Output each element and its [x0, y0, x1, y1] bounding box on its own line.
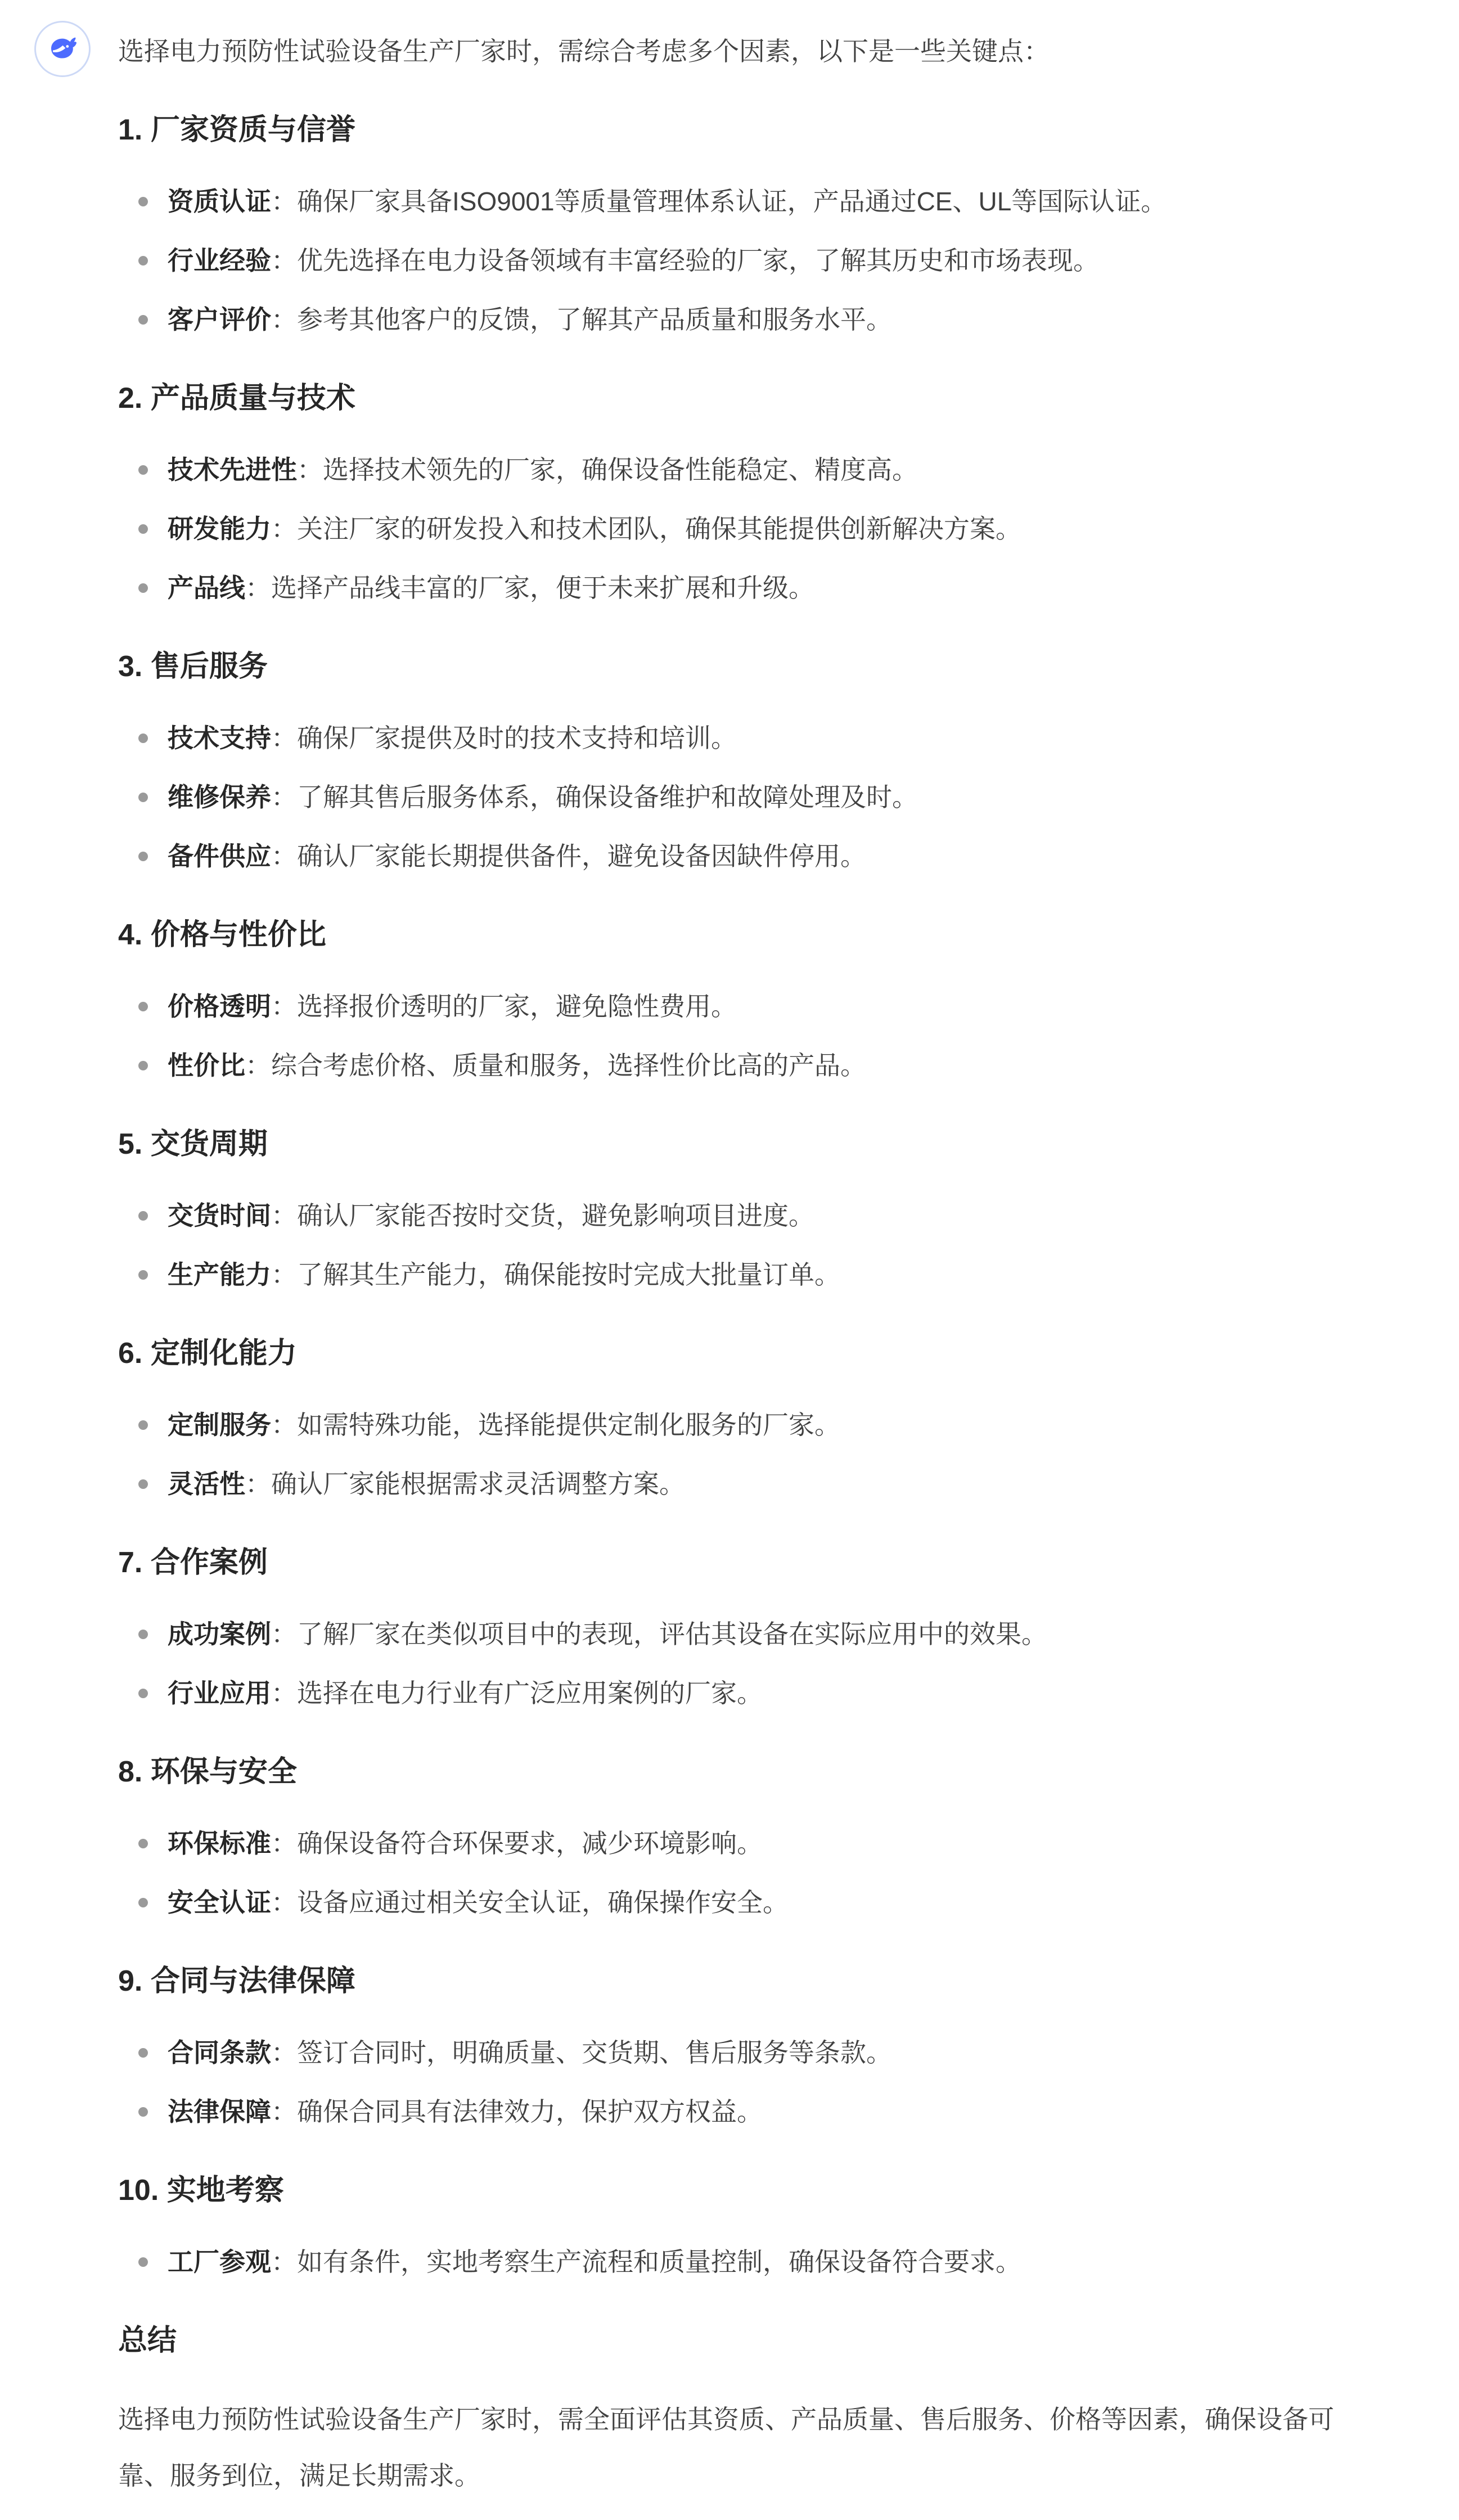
section-list — [118, 986, 1347, 1087]
section-heading: 7. 合作案例 — [118, 1546, 268, 1579]
bullet-label: 技术先进性 — [168, 455, 297, 484]
answer-sections — [118, 107, 1347, 2283]
bullet-desc: ：选择技术领先的厂家，确保设备性能稳定、精度高。 — [297, 455, 918, 484]
bullet-label: 技术支持 — [168, 723, 271, 753]
list-item — [118, 508, 1347, 550]
section-heading: 8. 环保与安全 — [118, 1756, 297, 1788]
bullet-label: 工厂参观 — [168, 2247, 271, 2276]
summary-heading: 总结 — [118, 2324, 177, 2357]
bullet-label: 行业应用 — [168, 1678, 271, 1708]
section-list — [118, 1404, 1347, 1505]
bullet-desc: ：确认厂家能否按时交货，避免影响项目进度。 — [271, 1201, 814, 1230]
bullet-desc: ：选择在电力行业有广泛应用案例的厂家。 — [271, 1678, 763, 1708]
bullet-label: 性价比 — [168, 1051, 245, 1080]
bullet-label: 研发能力 — [168, 514, 271, 543]
bullet-desc: ：确保厂家提供及时的技术支持和培训。 — [271, 723, 737, 753]
list-item — [118, 449, 1347, 491]
bullet-desc: ：优先选择在电力设备领域有丰富经验的厂家，了解其历史和市场表现。 — [271, 246, 1099, 275]
bullet-desc: ：关注厂家的研发投入和技术团队，确保其能提供创新解决方案。 — [271, 514, 1021, 543]
bullet-label: 产品线 — [168, 573, 245, 602]
bullet-label: 环保标准 — [168, 1829, 271, 1858]
list-item — [118, 181, 1347, 223]
section-list — [118, 1822, 1347, 1924]
bullet-desc: ：参考其他客户的反馈，了解其产品质量和服务水平。 — [271, 305, 892, 334]
section-heading: 10. 实地考察 — [118, 2174, 284, 2207]
list-item — [118, 776, 1347, 818]
list-item — [118, 1045, 1347, 1087]
bullet-label: 生产能力 — [168, 1260, 271, 1289]
bullet-label: 行业经验 — [168, 246, 271, 275]
section-list — [118, 717, 1347, 878]
section-heading: 3. 售后服务 — [118, 650, 268, 683]
list-item — [118, 240, 1347, 282]
list-item — [118, 1613, 1347, 1655]
bullet-desc: ：确认厂家能根据需求灵活调整方案。 — [245, 1469, 685, 1498]
section-heading: 2. 产品质量与技术 — [118, 382, 355, 415]
bullet-desc: ：确保合同具有法律效力，保护双方权益。 — [271, 2097, 763, 2126]
bullet-desc: ：确保设备符合环保要求，减少环境影响。 — [271, 1829, 763, 1858]
bullet-desc: ：了解其生产能力，确保能按时完成大批量订单。 — [271, 1260, 840, 1289]
bullet-desc: ：综合考虑价格、质量和服务，选择性价比高的产品。 — [245, 1051, 866, 1080]
section-heading: 6. 定制化能力 — [118, 1337, 297, 1370]
message-content — [118, 30, 1347, 2504]
section-list — [118, 2241, 1347, 2283]
bullet-label: 维修保养 — [168, 782, 271, 812]
summary-paragraph: 选择电力预防性试验设备生产厂家时，需全面评估其资质、产品质量、售后服务、价格等因素，确保设备可靠、服务到位，满足长期需求。 — [118, 2405, 1334, 2490]
list-item — [118, 1254, 1347, 1296]
list-item — [118, 1882, 1347, 1924]
section-list — [118, 181, 1347, 341]
bullet-label: 定制服务 — [168, 1410, 271, 1439]
list-item — [118, 2091, 1347, 2133]
bullet-label: 成功案例 — [168, 1619, 271, 1649]
bullet-desc: ：了解厂家在类似项目中的表现，评估其设备在实际应用中的效果。 — [271, 1619, 1047, 1649]
list-item — [118, 1822, 1347, 1865]
list-item — [118, 1463, 1347, 1505]
section-heading: 5. 交货周期 — [118, 1128, 268, 1160]
section-list — [118, 2032, 1347, 2133]
list-item — [118, 2241, 1347, 2283]
bullet-label: 法律保障 — [168, 2097, 271, 2126]
bullet-desc: ：选择报价透明的厂家，避免隐性费用。 — [271, 992, 737, 1021]
list-item — [118, 835, 1347, 878]
bullet-desc: ：设备应通过相关安全认证，确保操作安全。 — [271, 1888, 789, 1917]
bullet-label: 价格透明 — [168, 992, 271, 1021]
list-item — [118, 1672, 1347, 1714]
bullet-desc: ：确保厂家具备ISO9001等质量管理体系认证，产品通过CE、UL等国际认证。 — [271, 187, 1167, 216]
bullet-desc: ：如有条件，实地考察生产流程和质量控制，确保设备符合要求。 — [271, 2247, 1021, 2276]
list-item — [118, 1404, 1347, 1446]
list-item — [118, 567, 1347, 609]
list-item — [118, 717, 1347, 759]
section-list — [118, 1613, 1347, 1714]
section-heading: 1. 厂家资质与信誉 — [118, 114, 355, 146]
bullet-label: 交货时间 — [168, 1201, 271, 1230]
bullet-desc: ：选择产品线丰富的厂家，便于未来扩展和升级。 — [245, 573, 814, 602]
bullet-label: 资质认证 — [168, 187, 271, 216]
bullet-desc: ：确认厂家能长期提供备件，避免设备因缺件停用。 — [271, 842, 866, 871]
bullet-desc: ：如需特殊功能，选择能提供定制化服务的厂家。 — [271, 1410, 840, 1439]
list-item — [118, 299, 1347, 341]
bullet-label: 备件供应 — [168, 842, 271, 871]
list-item — [118, 2032, 1347, 2074]
section-list — [118, 449, 1347, 609]
bullet-label: 灵活性 — [168, 1469, 245, 1498]
list-item — [118, 1195, 1347, 1237]
section-heading: 4. 价格与性价比 — [118, 919, 326, 951]
assistant-avatar — [34, 21, 91, 77]
section-heading: 9. 合同与法律保障 — [118, 1965, 355, 1997]
bullet-desc: ：了解其售后服务体系，确保设备维护和故障处理及时。 — [271, 782, 918, 812]
bullet-label: 合同条款 — [168, 2038, 271, 2067]
bullet-label: 客户评价 — [168, 305, 271, 334]
bullet-label: 安全认证 — [168, 1888, 271, 1917]
deepseek-whale-icon — [44, 31, 80, 67]
intro-paragraph: 选择电力预防性试验设备生产厂家时，需综合考虑多个因素，以下是一些关键点： — [118, 37, 1050, 66]
bullet-desc: ：签订合同时，明确质量、交货期、售后服务等条款。 — [271, 2038, 892, 2067]
list-item — [118, 986, 1347, 1028]
section-list — [118, 1195, 1347, 1296]
